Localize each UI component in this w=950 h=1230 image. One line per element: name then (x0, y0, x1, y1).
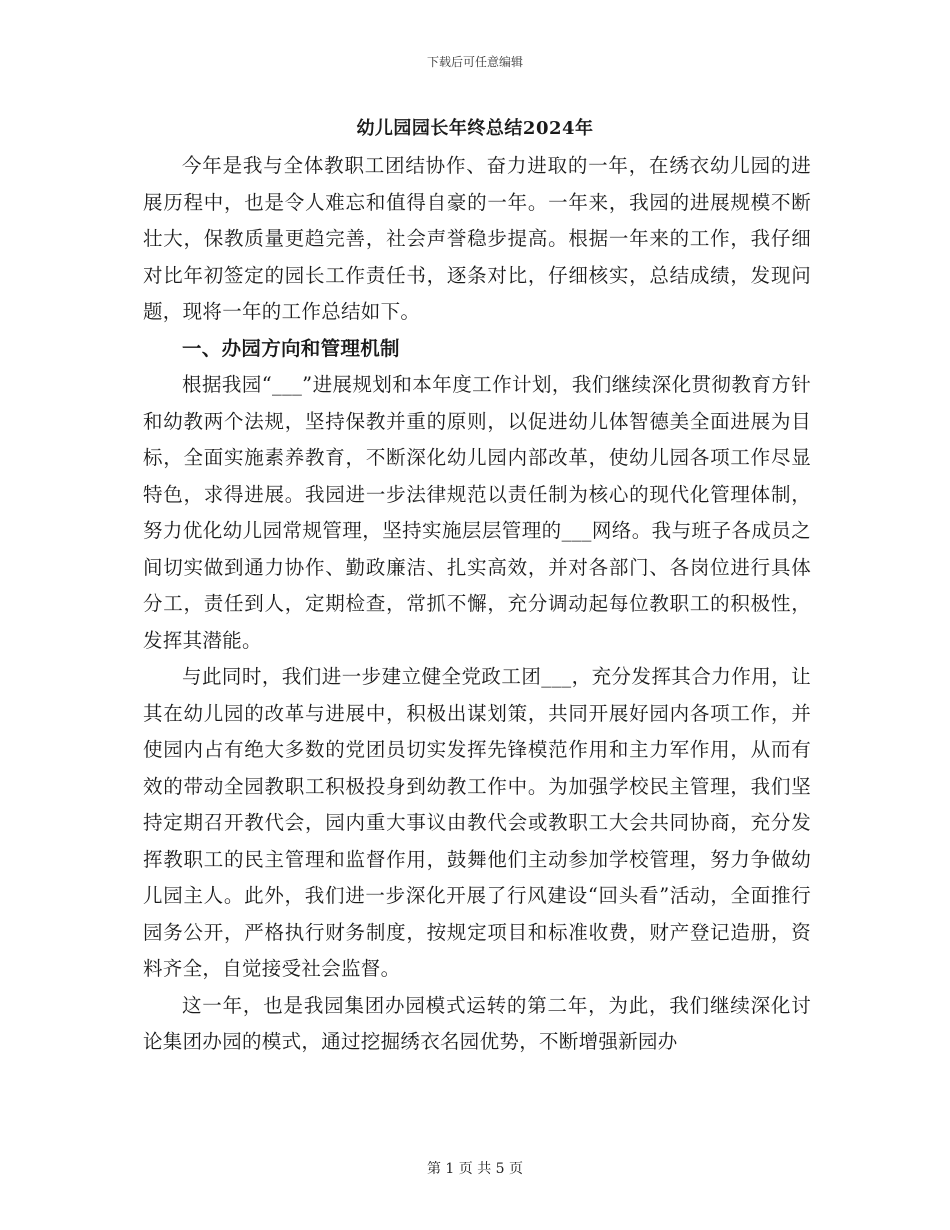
body-paragraph: 根据我园“___”进展规划和本年度工作计划，我们继续深化贯彻教育方针和幼教两个法规，坚持保教并重的原则，以促进幼儿体智德美全面进展为目标，全面实施素养教育，不断深化幼儿园内部改革，使幼儿园各项工作尽显特色，求得进展。我园进一步法律规范以责任制为核心的现代化管理体制，努力优化幼儿园常规管理，坚持实施层层管理的___网络。我与班子各成员之间切实做到通力协作、勤政廉洁、扎实高效，并对各部门、各岗位进行具体分工，责任到人，定期检查，常抓不懈，充分调动起每位教职工的积极性，发挥其潜能。 (143, 373, 811, 652)
document-body (143, 148, 811, 1061)
section-heading: 一、办园方向和管理机制 (182, 336, 400, 360)
intro-paragraph: 今年是我与全体教职工团结协作、奋力进取的一年，在绣衣幼儿园的进展历程中，也是令人难忘和值得自豪的一年。一年来，我园的进展规模不断壮大，保教质量更趋完善，社会声誉稳步提高。根据一年来的工作，我仔细对比年初签定的园长工作责任书，逐条对比，仔细核实，总结成绩，发现问题，现将一年的工作总结如下。 (143, 154, 811, 323)
body-paragraph: 与此同时，我们进一步建立健全党政工团___，充分发挥其合力作用，让其在幼儿园的改革与进展中，积极出谋划策，共同开展好园内各项工作，并使园内占有绝大多数的党团员切实发挥先锋模范作用和主力军作用，从而有效的带动全园教职工积极投身到幼教工作中。为加强学校民主管理，我们坚持定期召开教代会，园内重大事议由教代会或教职工大会共同协商，充分发挥教职工的民主管理和监督作用，鼓舞他们主动参加学校管理，努力争做幼儿园主人。此外，我们进一步深化开展了行风建设“回头看”活动，全面推行园务公开，严格执行财务制度，按规定项目和标准收费，财产登记造册，资料齐全，自觉接受社会监督。 (143, 665, 811, 980)
header-note: 下载后可任意编辑 (426, 55, 523, 69)
body-paragraph: 这一年，也是我园集团办园模式运转的第二年，为此，我们继续深化讨论集团办园的模式，通过挖掘绣衣名园优势，不断增强新园办 (143, 993, 811, 1053)
document-title: 幼儿园园长年终总结2024年 (356, 118, 594, 139)
page-number: 第 1 页 共 5 页 (426, 1161, 524, 1177)
